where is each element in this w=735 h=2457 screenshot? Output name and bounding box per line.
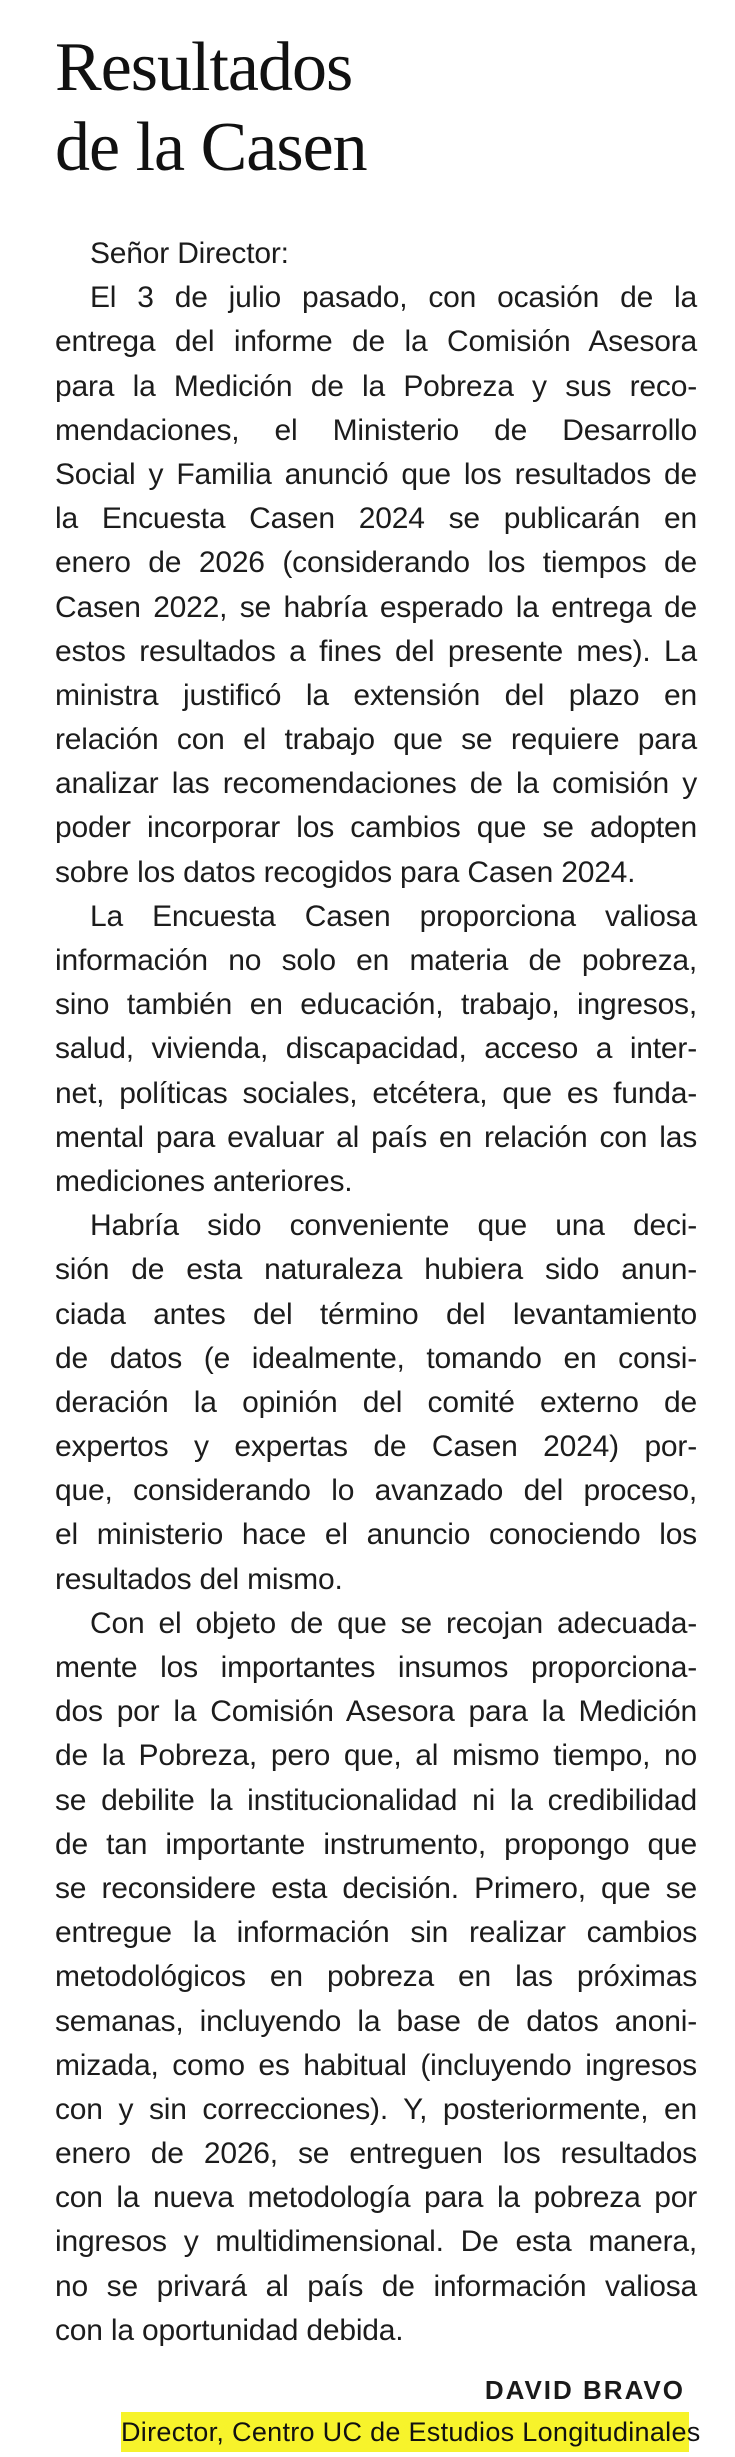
paragraph	[55, 276, 697, 895]
paragraph-line: ciada antes del término del levantamiento	[55, 1297, 697, 1331]
title-line: de la Casen	[55, 109, 367, 186]
paragraph-line: sino también en educación, trabajo, ingresos,	[55, 988, 697, 1022]
author-name: DAVID BRAVO	[484, 2375, 685, 2405]
paragraph-line: relación con el trabajo que se requiere para	[55, 723, 697, 757]
letter-body	[55, 232, 697, 2353]
paragraph-line: con la oportunidad debida.	[55, 2313, 404, 2347]
paragraph-line: información no solo en materia de pobreza,	[55, 944, 697, 977]
paragraph-line: El 3 de julio pasado, con ocasión de la	[90, 281, 697, 315]
paragraph-line: poder incorporar los cambios que se adopten	[55, 811, 697, 845]
paragraph-line: sión de esta naturaleza hubiera sido anun-	[55, 1253, 697, 1287]
paragraph-line: el ministerio hace el anuncio conociendo los	[55, 1518, 697, 1552]
paragraph-line: de datos (e idealmente, tomando en consi-	[55, 1341, 697, 1375]
article-title	[55, 28, 715, 188]
paragraph-line: Casen 2022, se habría esperado la entrega de	[55, 590, 697, 624]
paragraph-line: para la Medición de la Pobreza y sus reco-	[55, 369, 697, 403]
title-line: Resultados	[55, 29, 353, 106]
paragraph-line: Social y Familia anunció que los resultados de	[55, 457, 697, 491]
paragraph-line: se reconsidere esta decisión. Primero, que se	[55, 1871, 697, 1905]
paragraph-line: resultados del mismo.	[55, 1562, 343, 1596]
paragraph-line: de tan importante instrumento, propongo que	[55, 1827, 697, 1861]
paragraph-line: semanas, incluyendo la base de datos anoni-	[55, 2004, 697, 2038]
paragraph-line: ingresos y multidimensional. De esta manera,	[55, 2225, 697, 2259]
paragraph-line: la Encuesta Casen 2024 se publicarán en	[55, 502, 697, 536]
author-affiliation: Director, Centro UC de Estudios Longitudinales	[121, 2412, 689, 2452]
paragraph-line: enero de 2026, se entreguen los resultados	[55, 2137, 697, 2171]
paragraph-line: enero de 2026 (considerando los tiempos de	[55, 546, 697, 580]
paragraph-line: de la Pobreza, pero que, al mismo tiempo, no	[55, 1739, 697, 1773]
paragraph-line: La Encuesta Casen proporciona valiosa	[90, 899, 697, 933]
paragraph-line: no se privará al país de información valiosa	[55, 2269, 697, 2303]
paragraph-line: metodológicos en pobreza en las próximas	[55, 1960, 697, 1994]
paragraph	[55, 1204, 697, 1602]
paragraph-line: Con el objeto de que se recojan adecuada-	[90, 1606, 697, 1640]
paragraph-line: con y sin correcciones). Y, posteriormente, en	[55, 2092, 697, 2126]
paragraph-line: Habría sido conveniente que una deci-	[90, 1209, 697, 1243]
paragraph-line: con la nueva metodología para la pobreza por	[55, 2181, 697, 2215]
paragraph-line: estos resultados a fines del presente mes). La	[55, 634, 697, 668]
paragraph-line: salud, vivienda, discapacidad, acceso a inter-	[55, 1032, 697, 1066]
greeting: Señor Director:	[90, 237, 289, 270]
paragraph-line: mental para evaluar al país en relación con las	[55, 1120, 697, 1154]
paragraph-line: expertos y expertas de Casen 2024) por-	[55, 1430, 697, 1464]
paragraph-line: entregue la información sin realizar cambios	[55, 1916, 697, 1950]
paragraph-line: mizada, como es habitual (incluyendo ingresos	[55, 2048, 697, 2082]
paragraph-line: sobre los datos recogidos para Casen 2024.	[55, 855, 636, 889]
paragraph-line: mendaciones, el Ministerio de Desarrollo	[55, 413, 697, 447]
paragraph-line: dos por la Comisión Asesora para la Medición	[55, 1695, 697, 1729]
paragraph	[55, 1602, 697, 2353]
paragraph-line: deración la opinión del comité externo de	[55, 1385, 697, 1419]
paragraph-line: se debilite la institucionalidad ni la credibilidad	[55, 1783, 697, 1817]
paragraph-line: mediciones anteriores.	[55, 1164, 353, 1198]
paragraph	[55, 895, 697, 1204]
paragraph-line: entrega del informe de la Comisión Asesora	[55, 325, 697, 359]
paragraph-line: net, políticas sociales, etcétera, que es funda-	[55, 1076, 697, 1110]
paragraph-line: analizar las recomendaciones de la comisión y	[55, 767, 697, 801]
paragraph-line: mente los importantes insumos proporciona-	[55, 1651, 697, 1684]
paragraph-line: que, considerando lo avanzado del proceso,	[55, 1474, 697, 1508]
paragraph-line: ministra justificó la extensión del plazo en	[55, 678, 697, 712]
